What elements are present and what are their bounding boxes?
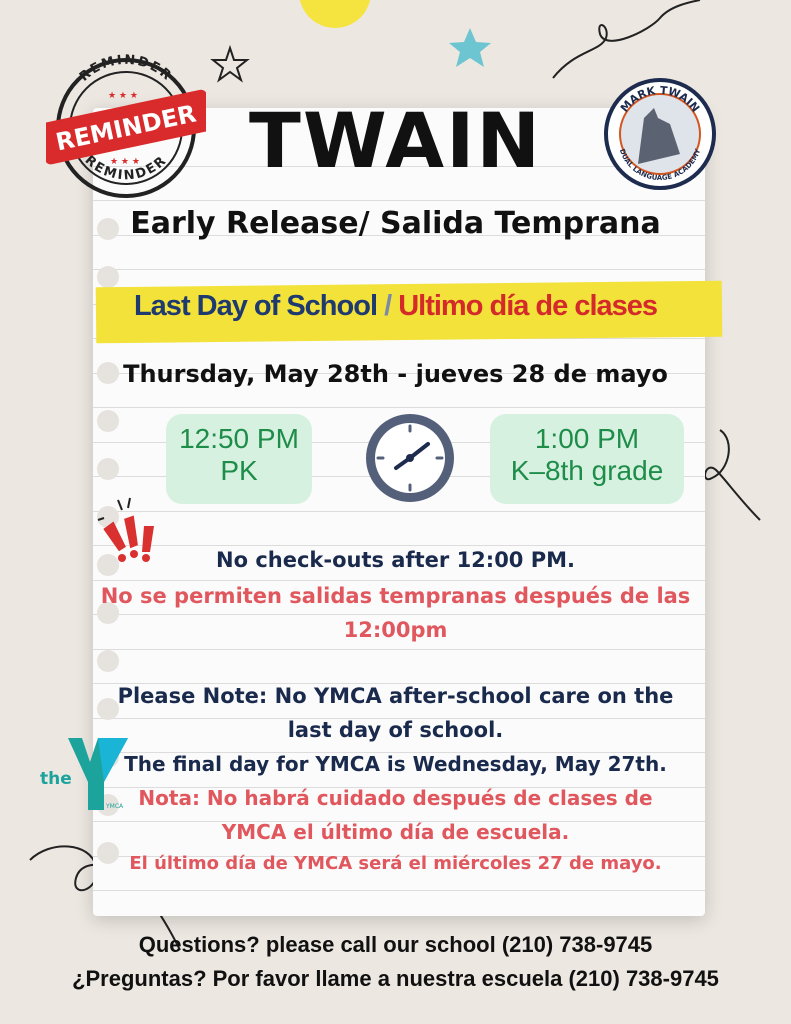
stamp-top-text: REMINDER [76,52,176,85]
svg-text:★ ★ ★: ★ ★ ★ [110,157,140,167]
ymca-logo [38,736,134,814]
logo-top-text: MARK TWAIN [617,83,703,115]
ymca-note-line1: Please Note: No YMCA after-school care on the [117,684,674,708]
checkout-notice-english: No check-outs after 12:00 PM. [216,548,575,572]
ymca-note-line3: The final day for YMCA is Wednesday, May 27th. [124,752,667,776]
clock-icon [364,412,456,504]
yellow-circle-decoration [299,0,371,28]
teal-star-icon [449,28,491,67]
dismissal-time: 1:00 PM [534,423,640,454]
ymca-note-line5: YMCA el último día de escuela. [221,820,570,844]
dismissal-time-k8 [490,414,684,504]
svg-text:REMINDER [77,53,175,85]
logo-bottom-text: DUAL LANGUAGE ACADEMY [617,147,703,183]
svg-text:★ ★ ★: ★ ★ ★ [108,91,138,101]
event-date: Thursday, May 28th - jueves 28 de mayo [123,360,668,388]
checkout-notice-spanish-line2: 12:00pm [343,618,448,642]
last-day-banner [0,290,791,323]
ymca-the-text: the [40,769,72,789]
squiggle-decoration-right [705,430,760,520]
checkout-notice-spanish-line1: No se permiten salidas tempranas después de las [100,584,691,608]
ymca-note-line2: last day of school. [287,718,504,742]
stamp-center-text: REMINDER [53,99,199,157]
contact-spanish: ¿Preguntas? Por favor llame a nuestra escuela (210) 738-9745 [72,966,719,991]
ymca-note-line4: Nota: No habrá cuidado después de clases de [138,786,653,810]
last-day-english: Last Day of School [133,290,378,322]
dismissal-time: 12:50 PM [179,423,299,454]
stamp-bottom-text: REMINDER [81,152,171,184]
contact-english: Questions? please call our school (210) 738-9745 [138,932,653,957]
ymca-note-line6: El último día de YMCA será el miércoles 27 de mayo. [129,853,662,874]
dismissal-group: K–8th grade [510,455,664,486]
page-subtitle: Early Release/ Salida Temprana [130,206,661,241]
squiggle-decoration-top [553,0,700,78]
dismissal-time-pk [166,414,312,504]
banner-separator: / [384,290,392,322]
ymca-small-text: YMCA [106,803,124,810]
page-title: TWAIN [249,96,542,185]
outline-star-icon [213,48,247,80]
dismissal-group: PK [220,455,258,486]
last-day-spanish: Ultimo día de clases [398,290,658,322]
